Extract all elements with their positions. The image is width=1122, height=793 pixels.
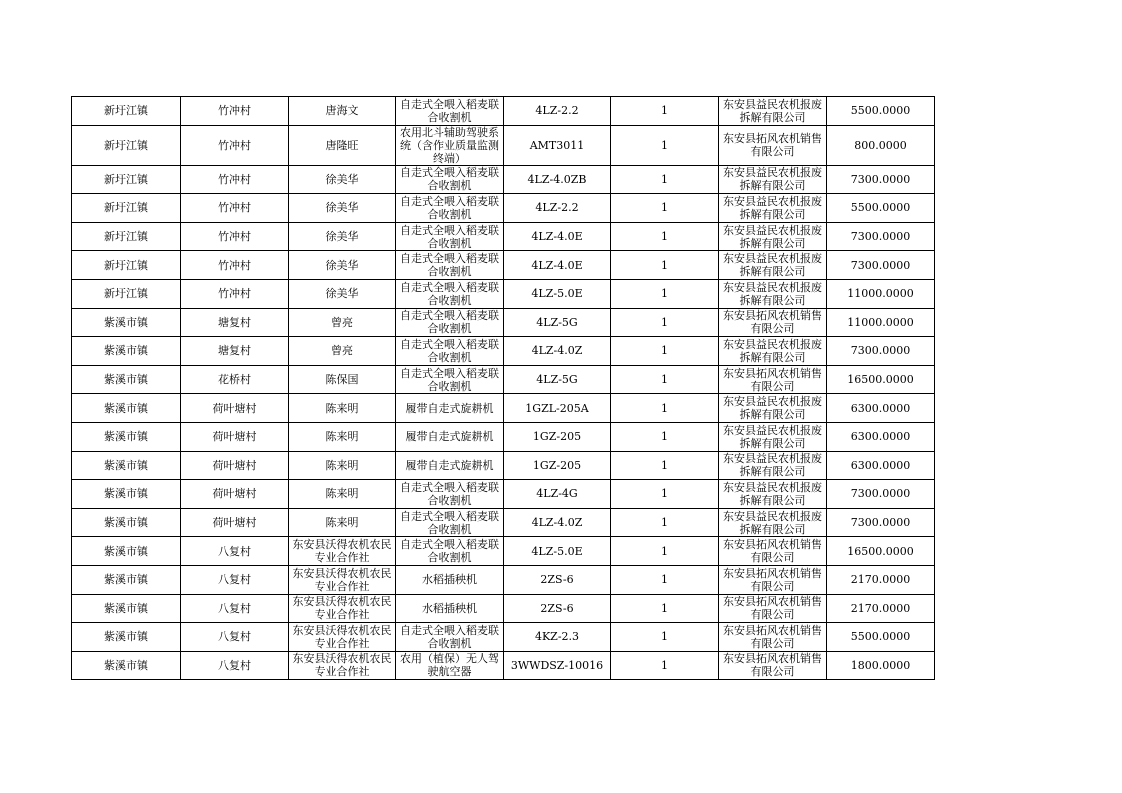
table-row: [72, 222, 935, 251]
town-cell: 紫溪市镇: [72, 508, 181, 537]
amount-cell: 11000.0000: [827, 279, 935, 308]
town-cell: 紫溪市镇: [72, 365, 181, 394]
model-cell: 4LZ-2.2: [504, 194, 611, 223]
village-cell: 八复村: [181, 594, 289, 623]
model-cell: 4LZ-4.0E: [504, 251, 611, 280]
amount-cell: 2170.0000: [827, 565, 935, 594]
amount-cell: 5500.0000: [827, 97, 935, 126]
owner-cell: 徐美华: [289, 279, 396, 308]
model-cell: 4LZ-4.0ZB: [504, 165, 611, 194]
machine-type-cell: 自走式全喂入稻麦联合收割机: [396, 537, 504, 566]
machine-type-cell: 履带自走式旋耕机: [396, 422, 504, 451]
company-cell: 东安县拓风农机销售有限公司: [719, 565, 827, 594]
amount-cell: 6300.0000: [827, 394, 935, 423]
machine-type-cell: 履带自走式旋耕机: [396, 451, 504, 480]
machine-type-cell: 自走式全喂入稻麦联合收割机: [396, 251, 504, 280]
town-cell: 紫溪市镇: [72, 594, 181, 623]
table-row: [72, 565, 935, 594]
quantity-cell: 1: [611, 651, 719, 680]
model-cell: 1GZL-205A: [504, 394, 611, 423]
machine-type-cell: 自走式全喂入稻麦联合收割机: [396, 97, 504, 126]
company-cell: 东安县益民农机报废拆解有限公司: [719, 508, 827, 537]
town-cell: 紫溪市镇: [72, 451, 181, 480]
town-cell: 新圩江镇: [72, 251, 181, 280]
quantity-cell: 1: [611, 451, 719, 480]
table-row: [72, 508, 935, 537]
machine-type-cell: 自走式全喂入稻麦联合收割机: [396, 222, 504, 251]
town-cell: 紫溪市镇: [72, 537, 181, 566]
company-cell: 东安县益民农机报废拆解有限公司: [719, 279, 827, 308]
owner-cell: 陈来明: [289, 422, 396, 451]
village-cell: 荷叶塘村: [181, 508, 289, 537]
subsidy-table: [71, 96, 935, 680]
model-cell: 2ZS-6: [504, 594, 611, 623]
amount-cell: 16500.0000: [827, 537, 935, 566]
owner-cell: 曾亮: [289, 337, 396, 366]
amount-cell: 7300.0000: [827, 165, 935, 194]
machine-type-cell: 自走式全喂入稻麦联合收割机: [396, 308, 504, 337]
model-cell: 4LZ-4.0E: [504, 222, 611, 251]
town-cell: 新圩江镇: [72, 125, 181, 165]
table-row: [72, 623, 935, 652]
owner-cell: 陈来明: [289, 451, 396, 480]
owner-cell: 东安县沃得农机农民专业合作社: [289, 537, 396, 566]
table-body: [72, 97, 935, 680]
quantity-cell: 1: [611, 125, 719, 165]
owner-cell: 曾亮: [289, 308, 396, 337]
model-cell: 4LZ-5G: [504, 308, 611, 337]
company-cell: 东安县益民农机报废拆解有限公司: [719, 394, 827, 423]
town-cell: 新圩江镇: [72, 97, 181, 126]
quantity-cell: 1: [611, 565, 719, 594]
quantity-cell: 1: [611, 537, 719, 566]
model-cell: 4LZ-5.0E: [504, 537, 611, 566]
table-row: [72, 194, 935, 223]
village-cell: 竹冲村: [181, 165, 289, 194]
town-cell: 紫溪市镇: [72, 565, 181, 594]
town-cell: 新圩江镇: [72, 194, 181, 223]
owner-cell: 徐美华: [289, 251, 396, 280]
table-row: [72, 308, 935, 337]
owner-cell: 陈来明: [289, 394, 396, 423]
machine-type-cell: 农用北斗辅助驾驶系统（含作业质量监测终端）: [396, 125, 504, 165]
company-cell: 东安县益民农机报废拆解有限公司: [719, 165, 827, 194]
quantity-cell: 1: [611, 222, 719, 251]
quantity-cell: 1: [611, 251, 719, 280]
machine-type-cell: 自走式全喂入稻麦联合收割机: [396, 194, 504, 223]
owner-cell: 东安县沃得农机农民专业合作社: [289, 594, 396, 623]
company-cell: 东安县拓风农机销售有限公司: [719, 623, 827, 652]
table-row: [72, 365, 935, 394]
table-row: [72, 337, 935, 366]
owner-cell: 徐美华: [289, 194, 396, 223]
village-cell: 荷叶塘村: [181, 451, 289, 480]
quantity-cell: 1: [611, 422, 719, 451]
quantity-cell: 1: [611, 508, 719, 537]
town-cell: 新圩江镇: [72, 165, 181, 194]
village-cell: 八复村: [181, 537, 289, 566]
company-cell: 东安县益民农机报废拆解有限公司: [719, 97, 827, 126]
village-cell: 花桥村: [181, 365, 289, 394]
company-cell: 东安县拓风农机销售有限公司: [719, 537, 827, 566]
table-row: [72, 422, 935, 451]
amount-cell: 800.0000: [827, 125, 935, 165]
model-cell: 4LZ-5.0E: [504, 279, 611, 308]
quantity-cell: 1: [611, 279, 719, 308]
amount-cell: 5500.0000: [827, 623, 935, 652]
model-cell: 4LZ-4G: [504, 480, 611, 509]
table-row: [72, 125, 935, 165]
machine-type-cell: 自走式全喂入稻麦联合收割机: [396, 165, 504, 194]
village-cell: 竹冲村: [181, 97, 289, 126]
town-cell: 紫溪市镇: [72, 480, 181, 509]
quantity-cell: 1: [611, 194, 719, 223]
owner-cell: 陈保国: [289, 365, 396, 394]
owner-cell: 东安县沃得农机农民专业合作社: [289, 651, 396, 680]
owner-cell: 唐海文: [289, 97, 396, 126]
company-cell: 东安县益民农机报废拆解有限公司: [719, 222, 827, 251]
quantity-cell: 1: [611, 480, 719, 509]
table-row: [72, 537, 935, 566]
village-cell: 竹冲村: [181, 194, 289, 223]
amount-cell: 6300.0000: [827, 422, 935, 451]
village-cell: 八复村: [181, 565, 289, 594]
town-cell: 紫溪市镇: [72, 337, 181, 366]
model-cell: 3WWDSZ-10016: [504, 651, 611, 680]
owner-cell: 东安县沃得农机农民专业合作社: [289, 623, 396, 652]
village-cell: 塘复村: [181, 308, 289, 337]
table-row: [72, 651, 935, 680]
machine-type-cell: 水稻插秧机: [396, 594, 504, 623]
owner-cell: 徐美华: [289, 222, 396, 251]
quantity-cell: 1: [611, 97, 719, 126]
town-cell: 紫溪市镇: [72, 651, 181, 680]
quantity-cell: 1: [611, 365, 719, 394]
company-cell: 东安县拓风农机销售有限公司: [719, 308, 827, 337]
company-cell: 东安县拓风农机销售有限公司: [719, 651, 827, 680]
village-cell: 八复村: [181, 623, 289, 652]
town-cell: 紫溪市镇: [72, 308, 181, 337]
model-cell: 4LZ-4.0Z: [504, 337, 611, 366]
village-cell: 竹冲村: [181, 222, 289, 251]
village-cell: 竹冲村: [181, 251, 289, 280]
quantity-cell: 1: [611, 165, 719, 194]
village-cell: 八复村: [181, 651, 289, 680]
town-cell: 新圩江镇: [72, 222, 181, 251]
village-cell: 荷叶塘村: [181, 394, 289, 423]
company-cell: 东安县拓风农机销售有限公司: [719, 594, 827, 623]
machine-type-cell: 水稻插秧机: [396, 565, 504, 594]
model-cell: 2ZS-6: [504, 565, 611, 594]
model-cell: 4LZ-2.2: [504, 97, 611, 126]
table-row: [72, 251, 935, 280]
amount-cell: 7300.0000: [827, 251, 935, 280]
machine-type-cell: 自走式全喂入稻麦联合收割机: [396, 365, 504, 394]
company-cell: 东安县益民农机报废拆解有限公司: [719, 451, 827, 480]
model-cell: AMT3011: [504, 125, 611, 165]
model-cell: 1GZ-205: [504, 422, 611, 451]
machine-type-cell: 自走式全喂入稻麦联合收割机: [396, 623, 504, 652]
machine-type-cell: 自走式全喂入稻麦联合收割机: [396, 337, 504, 366]
town-cell: 新圩江镇: [72, 279, 181, 308]
quantity-cell: 1: [611, 394, 719, 423]
village-cell: 荷叶塘村: [181, 480, 289, 509]
owner-cell: 徐美华: [289, 165, 396, 194]
company-cell: 东安县拓风农机销售有限公司: [719, 125, 827, 165]
village-cell: 竹冲村: [181, 279, 289, 308]
town-cell: 紫溪市镇: [72, 623, 181, 652]
amount-cell: 7300.0000: [827, 222, 935, 251]
quantity-cell: 1: [611, 337, 719, 366]
model-cell: 4LZ-4.0Z: [504, 508, 611, 537]
amount-cell: 7300.0000: [827, 480, 935, 509]
company-cell: 东安县益民农机报废拆解有限公司: [719, 251, 827, 280]
amount-cell: 11000.0000: [827, 308, 935, 337]
machine-type-cell: 自走式全喂入稻麦联合收割机: [396, 279, 504, 308]
amount-cell: 6300.0000: [827, 451, 935, 480]
village-cell: 荷叶塘村: [181, 422, 289, 451]
amount-cell: 1800.0000: [827, 651, 935, 680]
village-cell: 塘复村: [181, 337, 289, 366]
amount-cell: 16500.0000: [827, 365, 935, 394]
quantity-cell: 1: [611, 308, 719, 337]
table-row: [72, 97, 935, 126]
village-cell: 竹冲村: [181, 125, 289, 165]
table-row: [72, 480, 935, 509]
table-row: [72, 165, 935, 194]
company-cell: 东安县益民农机报废拆解有限公司: [719, 422, 827, 451]
table-row: [72, 394, 935, 423]
quantity-cell: 1: [611, 594, 719, 623]
amount-cell: 2170.0000: [827, 594, 935, 623]
table-row: [72, 594, 935, 623]
model-cell: 4LZ-5G: [504, 365, 611, 394]
amount-cell: 5500.0000: [827, 194, 935, 223]
owner-cell: 唐隆旺: [289, 125, 396, 165]
company-cell: 东安县益民农机报废拆解有限公司: [719, 337, 827, 366]
machine-type-cell: 自走式全喂入稻麦联合收割机: [396, 508, 504, 537]
amount-cell: 7300.0000: [827, 508, 935, 537]
company-cell: 东安县拓风农机销售有限公司: [719, 365, 827, 394]
model-cell: 1GZ-205: [504, 451, 611, 480]
town-cell: 紫溪市镇: [72, 422, 181, 451]
owner-cell: 陈来明: [289, 480, 396, 509]
quantity-cell: 1: [611, 623, 719, 652]
table-row: [72, 451, 935, 480]
owner-cell: 陈来明: [289, 508, 396, 537]
company-cell: 东安县益民农机报废拆解有限公司: [719, 194, 827, 223]
table-row: [72, 279, 935, 308]
machine-type-cell: 履带自走式旋耕机: [396, 394, 504, 423]
model-cell: 4KZ-2.3: [504, 623, 611, 652]
machine-type-cell: 农用（植保）无人驾驶航空器: [396, 651, 504, 680]
owner-cell: 东安县沃得农机农民专业合作社: [289, 565, 396, 594]
amount-cell: 7300.0000: [827, 337, 935, 366]
machine-type-cell: 自走式全喂入稻麦联合收割机: [396, 480, 504, 509]
town-cell: 紫溪市镇: [72, 394, 181, 423]
company-cell: 东安县益民农机报废拆解有限公司: [719, 480, 827, 509]
